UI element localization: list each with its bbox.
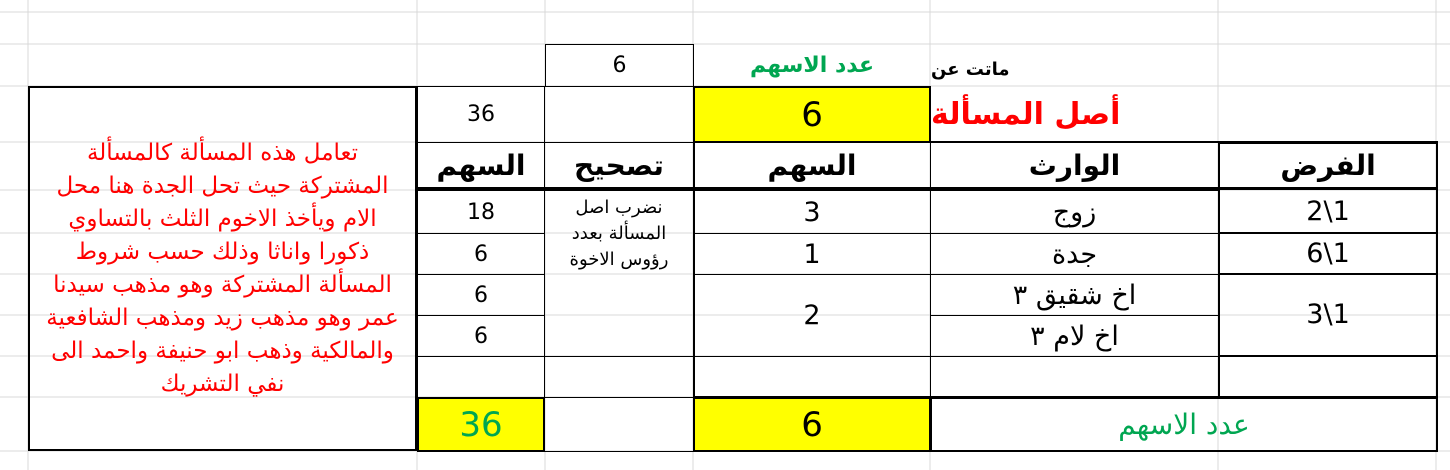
table-row-5-share[interactable] (693, 356, 931, 398)
table-row-3-fard[interactable]: 1\3 (1218, 274, 1438, 357)
table-row-2-share2[interactable]: 6 (417, 233, 545, 275)
footer-empty-cell[interactable] (544, 397, 694, 452)
table-row-5-fard[interactable] (1218, 356, 1438, 398)
origin-label: أصل المسألة (931, 96, 1121, 132)
col-header-heir: الوارث (930, 142, 1219, 190)
table-row-5-correction[interactable] (544, 356, 694, 398)
table-row-2-heir[interactable]: جدة (930, 233, 1219, 275)
correction-note[interactable]: نضرب اصل المسألة بعدد رؤوس الاخوة (544, 190, 694, 357)
corrected-total-cell[interactable] (417, 397, 545, 452)
table-row-3-heir[interactable]: اخ شقيق ٣ (930, 274, 1219, 316)
table-row-5-share2[interactable] (417, 356, 545, 398)
table-row-1-heir[interactable]: زوج (930, 190, 1219, 234)
table-row-2-share[interactable]: 1 (693, 233, 931, 275)
explanation-box: تعامل هذه المسألة كالمسألة المشتركة حيث تحل الجدة هنا محل الام ويأخذ الاخوم الثلث بالتساوي ذكورا واناثا وذلك حسب شروط المسألة المشتركة وهو مذهب سيدنا عمر وهو مذهب زيد ومذهب الشافعية والمالكية وذهب ابو حنيفة واحمد الى نفي التشريك (28, 86, 417, 451)
table-row-4-share2[interactable]: 6 (417, 315, 545, 357)
table-row-1-share[interactable]: 3 (693, 190, 931, 234)
col-header-share: السهم (693, 142, 931, 190)
table-row-3-share[interactable]: 2 (693, 274, 931, 357)
empty-origin-cell[interactable] (544, 86, 694, 143)
corrected-origin-cell[interactable]: 36 (417, 86, 545, 143)
footer-label-cell: عدد الاسهم (930, 397, 1438, 452)
origin-value-cell[interactable] (693, 86, 931, 143)
table-row-5-heir[interactable] (930, 356, 1219, 398)
top-value: 6 (612, 53, 627, 78)
death-label: ماتت عن (931, 58, 1010, 80)
shares-total: 6 (801, 404, 823, 445)
table-row-1-fard[interactable]: 1\2 (1218, 190, 1438, 234)
table-row-4-heir[interactable]: اخ لام ٣ (930, 315, 1219, 357)
top-value-cell[interactable] (545, 44, 694, 87)
corrected-total: 36 (459, 404, 503, 445)
origin-value: 6 (801, 94, 823, 135)
col-header-fard: الفرض (1218, 142, 1438, 190)
col-header-correction: تصحيح (544, 142, 694, 190)
table-row-2-fard[interactable]: 1\6 (1218, 233, 1438, 275)
shares-total-cell[interactable] (693, 397, 931, 452)
shares-count-label: عدد الاسهم (749, 52, 875, 78)
table-row-1-share2[interactable]: 18 (417, 190, 545, 234)
table-row-3-share2[interactable]: 6 (417, 274, 545, 316)
col-header-share2: السهم (417, 142, 545, 190)
